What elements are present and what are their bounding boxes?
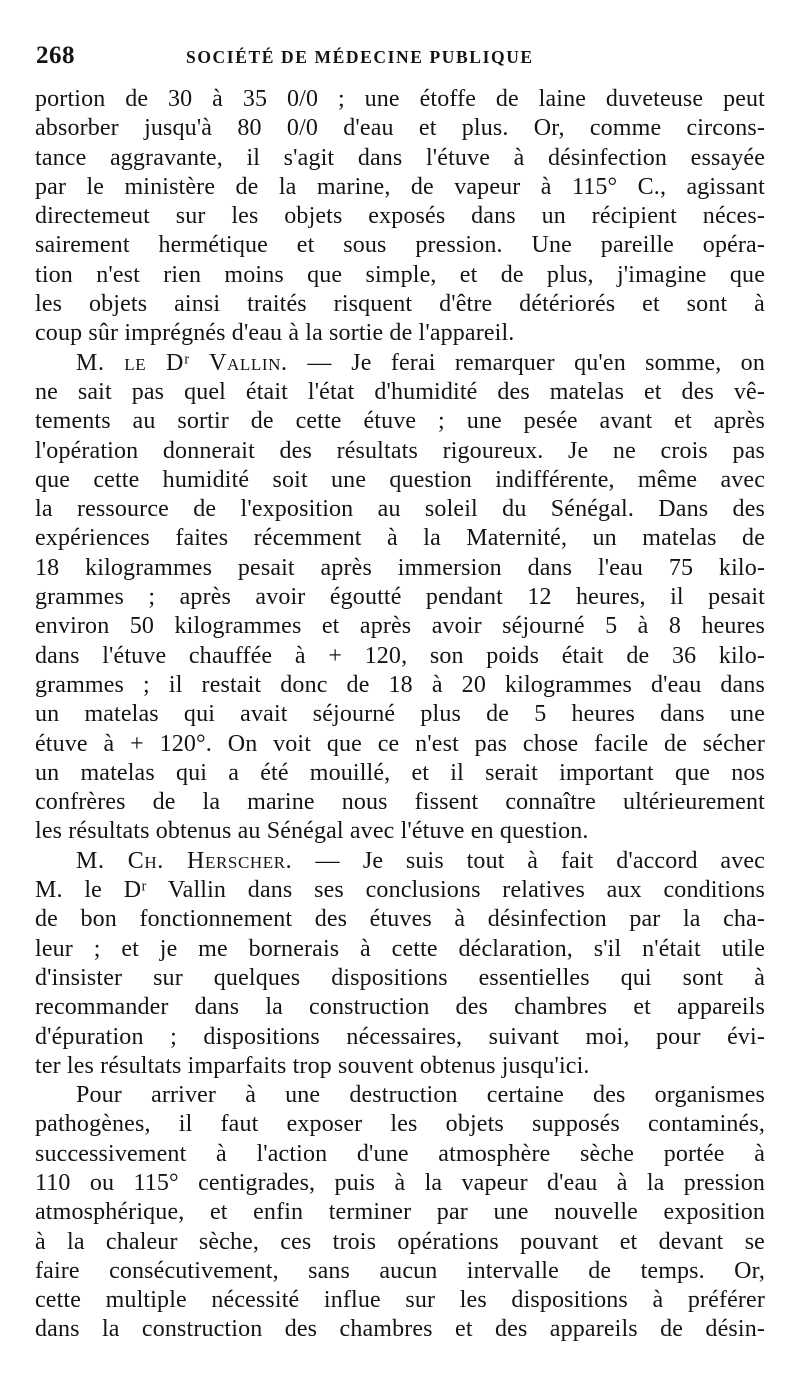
text-line: sairement hermétique et sous pression. Une pareille opéra- [35, 232, 765, 259]
text-line: un matelas qui avait séjourné plus de 5 heures dans une [35, 701, 765, 728]
speech-start: Je ferai remarquer qu'en somme, on [351, 349, 765, 376]
text-line: dans l'étuve chauffée à + 120, son poids était de 36 kilo- [35, 642, 765, 669]
body-text [35, 85, 765, 1345]
text-line: absorber jusqu'à 80 0/0 d'eau et plus. Or, comme circons- [35, 115, 765, 142]
text-line: que cette humidité soit une question indifférente, même avec [35, 466, 765, 493]
text-line: environ 50 kilogrammes et après avoir séjourné 5 à 8 heures [35, 613, 765, 640]
text-line: confrères de la marine nous fissent connaître ultérieurement [35, 789, 765, 816]
text-line: atmosphérique, et enfin terminer par une nouvelle exposition [35, 1199, 765, 1226]
text-line-speaker [35, 847, 765, 876]
text-line: tements au sortir de cette étuve ; une pesée avant et après [35, 408, 765, 435]
text-line: tance aggravante, il s'agit dans l'étuve à désinfection essayée [35, 144, 765, 171]
text-line: dans la construction des chambres et des appareils de désin- [35, 1316, 765, 1343]
text-line: coup sûr imprégnés d'eau à la sortie de l'appareil. [35, 320, 515, 347]
text-line: cette multiple nécessité influe sur les dispositions à préférer [35, 1287, 765, 1314]
text-line: un matelas qui a été mouillé, et il serait important que nos [35, 759, 765, 786]
running-head [36, 42, 576, 72]
text-line: directemeut sur les objets exposés dans un récipient néces- [35, 203, 765, 230]
text-line: les objets ainsi traités risquent d'être détériorés et sont à [35, 291, 765, 318]
text-line: grammes ; il restait donc de 18 à 20 kilogrammes d'eau dans [35, 671, 765, 698]
page-number: 268 [36, 42, 75, 69]
text-line: recommander dans la construction des chambres et appareils [35, 994, 765, 1021]
speaker-name-vallin: M. le Dʳ Vallin. — [76, 349, 332, 376]
speaker-name-herscher: M. Ch. Herscher. — [76, 847, 341, 874]
text-line: tion n'est rien moins que simple, et de plus, j'imagine que [35, 261, 765, 288]
text-line: successivement à l'action d'une atmosphère sèche portée à [35, 1140, 765, 1167]
text-line: ne sait pas quel était l'état d'humidité des matelas et des vê- [35, 378, 765, 405]
journal-title: SOCIÉTÉ DE MÉDECINE PUBLIQUE [186, 47, 534, 67]
text-line: à la chaleur sèche, ces trois opérations pouvant et devant se [35, 1228, 765, 1255]
text-line: l'opération donnerait des résultats rigoureux. Je ne crois pas [35, 437, 765, 464]
text-line: les résultats obtenus au Sénégal avec l'étuve en question. [35, 818, 589, 845]
speech-start: Je suis tout à fait d'accord avec [362, 847, 765, 874]
text-line: pathogènes, il faut exposer les objets supposés contaminés, [35, 1111, 765, 1138]
text-line: d'épuration ; dispositions nécessaires, suivant moi, pour évi- [35, 1023, 765, 1050]
text-line: expériences faites récemment à la Maternité, un matelas de [35, 525, 765, 552]
text-line: de bon fonctionnement des étuves à désinfection par la cha- [35, 906, 765, 933]
text-line: Pour arriver à une destruction certaine des organismes [76, 1082, 765, 1109]
text-line: 110 ou 115° centigrades, puis à la vapeur d'eau à la pression [35, 1169, 765, 1196]
text-line: par le ministère de la marine, de vapeur à 115° C., agissant [35, 173, 765, 200]
text-line-speaker [35, 349, 765, 378]
text-line: d'insister sur quelques dispositions essentielles qui sont à [35, 964, 765, 991]
text-line: leur ; et je me bornerais à cette déclaration, s'il n'était utile [35, 935, 765, 962]
text-line: faire consécutivement, sans aucun intervalle de temps. Or, [35, 1257, 765, 1284]
text-line: ter les résultats imparfaits trop souvent obtenus jusqu'ici. [35, 1052, 590, 1079]
text-line: M. le Dʳ Vallin dans ses conclusions relatives aux conditions [35, 877, 765, 904]
text-line: grammes ; après avoir égoutté pendant 12 heures, il pesait [35, 584, 765, 611]
text-line: la ressource de l'exposition au soleil du Sénégal. Dans des [35, 496, 765, 523]
text-line: étuve à + 120°. On voit que ce n'est pas chose facile de sécher [35, 730, 765, 757]
text-line: portion de 30 à 35 0/0 ; une étoffe de laine duveteuse peut [35, 86, 765, 112]
text-line: 18 kilogrammes pesait après immersion dans l'eau 75 kilo- [35, 554, 765, 581]
